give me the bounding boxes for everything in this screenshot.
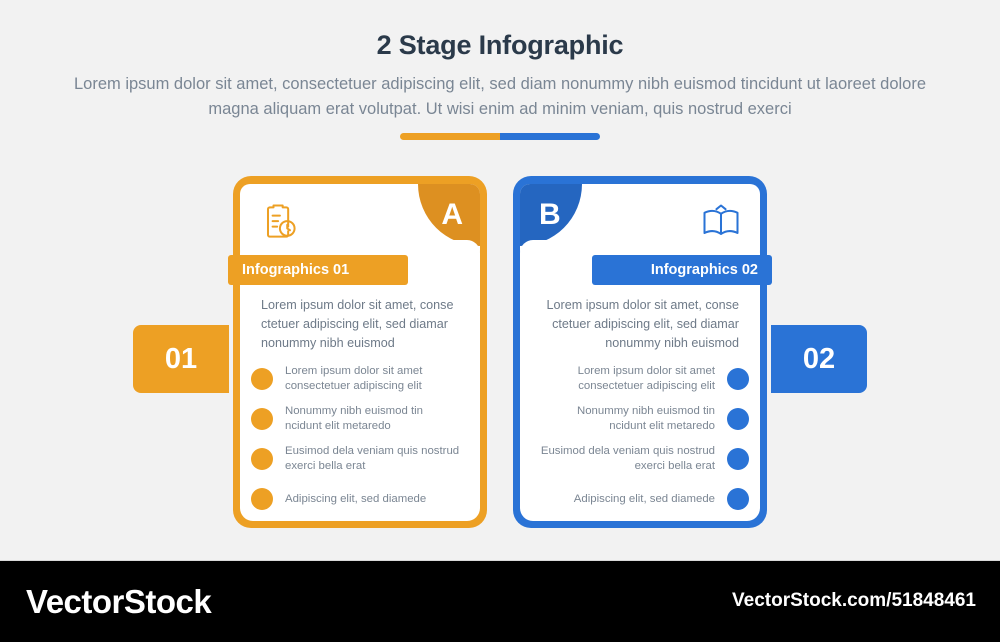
bullet-icon: [251, 488, 273, 510]
bullet-icon: [251, 408, 273, 430]
list-item[interactable]: [521, 360, 749, 398]
stage-a-tag: Infographics 01: [228, 255, 408, 285]
list-item-label: Nonummy nibh euismod tin ncidunt elit metaredo: [576, 405, 715, 432]
bullet-icon: [727, 488, 749, 510]
list-item-label: Eusimod dela veniam quis nostrud exerci bella erat: [540, 445, 715, 472]
clipboard-clock-icon: [257, 200, 301, 244]
page-subtitle: Lorem ipsum dolor sit amet, consectetuer adipiscing elit, sed diam nonummy nibh euismod tincidunt ut laoreet dolore magna aliquam erat volutpat. Ut wisi enim ad minim veniam, quis nostrud exerci: [73, 75, 927, 118]
list-item-label: Lorem ipsum dolor sit amet consectetuer adipiscing elit: [577, 365, 715, 392]
bullet-icon: [251, 368, 273, 390]
page-title: 2 Stage Infographic: [376, 30, 624, 60]
list-item[interactable]: [251, 480, 479, 518]
list-item-label: Lorem ipsum dolor sit amet consectetuer adipiscing elit: [285, 365, 423, 392]
bullet-icon: [727, 448, 749, 470]
list-item[interactable]: [521, 480, 749, 518]
stage-b-number-badge: 02: [771, 325, 867, 393]
divider-left-segment: [400, 133, 500, 140]
list-item-label: Nonummy nibh euismod tin ncidunt elit metaredo: [285, 405, 424, 432]
list-item[interactable]: [521, 440, 749, 478]
bullet-icon: [727, 368, 749, 390]
list-item-label: Eusimod dela veniam quis nostrud exerci bella erat: [285, 445, 460, 472]
stage-card-b[interactable]: [513, 176, 767, 528]
title-divider: [400, 133, 600, 140]
vectorstock-url: VectorStock.com/51848461: [732, 590, 976, 611]
stage-b-letter: B: [539, 198, 561, 231]
stage-card-a[interactable]: [233, 176, 487, 528]
list-item[interactable]: [251, 400, 479, 438]
stage-b-description: Lorem ipsum dolor sit amet, conse ctetuer adipiscing elit, sed diamar nonummy nibh euismod: [546, 298, 739, 350]
list-item[interactable]: [251, 360, 479, 398]
stage-a-letter: A: [441, 198, 463, 231]
list-item-label: Adipiscing elit, sed diamede: [285, 492, 427, 505]
open-book-icon: [699, 200, 743, 244]
stage-a-list: [251, 360, 479, 520]
list-item-label: Adipiscing elit, sed diamede: [573, 492, 715, 505]
divider-right-segment: [500, 133, 600, 140]
stage-a-description: Lorem ipsum dolor sit amet, conse ctetuer adipiscing elit, sed diamar nonummy nibh euismod: [261, 298, 454, 350]
stage-a-number-badge: 01: [133, 325, 229, 393]
list-item[interactable]: [521, 400, 749, 438]
stage-b-list: [521, 360, 749, 520]
bullet-icon: [727, 408, 749, 430]
stage-b-tag: Infographics 02: [592, 255, 772, 285]
footer-bar: [0, 561, 1000, 642]
bullet-icon: [251, 448, 273, 470]
vectorstock-logo: VectorStock: [26, 583, 212, 620]
list-item[interactable]: [251, 440, 479, 478]
